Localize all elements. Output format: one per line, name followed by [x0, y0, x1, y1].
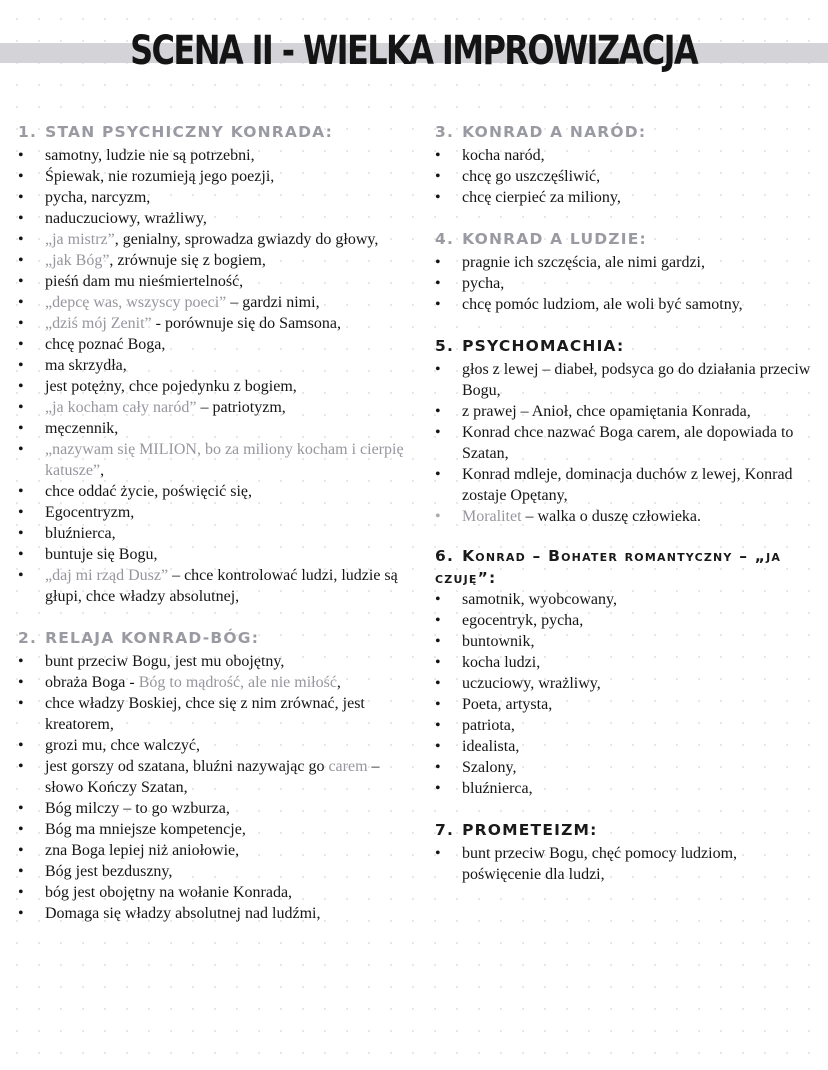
item-text: – patriotyzm, — [196, 399, 286, 416]
bullet-icon: • — [18, 504, 24, 521]
list-item-text — [45, 737, 200, 754]
section-title: KONRAD A LUDZIE: — [462, 230, 647, 248]
list-item-text — [45, 231, 378, 248]
item-text: - porównuje się do Samsona, — [151, 315, 341, 332]
section-heading — [435, 333, 820, 359]
item-list — [435, 589, 820, 799]
item-text: samotny, ludzie nie są potrzebni, — [45, 147, 255, 164]
list-item-text — [462, 654, 540, 671]
item-text: naduczuciowy, wrażliwy, — [45, 210, 207, 227]
list-item-text — [45, 653, 284, 670]
item-text: bunt przeciw Bogu, jest mu obojętny, — [45, 653, 285, 670]
list-item — [18, 756, 418, 798]
bullet-icon: • — [18, 420, 24, 437]
bullet-icon: • — [435, 361, 441, 378]
item-text: idealista, — [462, 738, 520, 755]
list-item-text — [462, 845, 737, 883]
list-item-text — [45, 189, 150, 206]
list-item — [435, 294, 820, 315]
list-item-text — [45, 546, 157, 563]
list-item — [435, 610, 820, 631]
item-text: chcę pomóc ludziom, ale woli być samotny, — [462, 296, 743, 313]
item-text: Poeta, artysta, — [462, 696, 553, 713]
list-item — [18, 313, 418, 334]
list-item — [435, 401, 820, 422]
item-list — [18, 145, 418, 607]
bullet-icon: • — [18, 252, 24, 269]
bullet-icon: • — [18, 441, 24, 458]
list-item — [18, 439, 418, 481]
list-item — [18, 355, 418, 376]
list-item-text — [462, 189, 621, 206]
list-item — [18, 544, 418, 565]
list-item-text — [45, 168, 274, 185]
section-heading — [435, 226, 820, 252]
bullet-icon: • — [435, 612, 441, 629]
bullet-icon: • — [435, 780, 441, 797]
list-item-text — [45, 273, 243, 290]
section-title: STAN PSYCHICZNY KONRADA: — [45, 123, 334, 141]
section-konrad-a-narod — [435, 119, 820, 208]
section-title: RELAJA KONRAD-BÓG: — [45, 629, 260, 647]
item-text: męczennik, — [45, 420, 119, 437]
bullet-icon: • — [18, 315, 24, 332]
item-text: bluźnierca, — [45, 525, 116, 542]
item-list — [18, 651, 418, 924]
bullet-icon: • — [435, 147, 441, 164]
item-text: kocha naród, — [462, 147, 545, 164]
list-item — [18, 229, 418, 250]
list-item-text — [462, 466, 793, 504]
list-item-text — [462, 361, 810, 399]
page-title: SCENA II - WIELKA IMPROWIZACJA — [130, 28, 698, 74]
item-text: kocha ludzi, — [462, 654, 541, 671]
section-psychomachia — [435, 333, 820, 527]
list-item — [18, 651, 418, 672]
bullet-icon: • — [18, 674, 24, 691]
list-item — [435, 359, 820, 401]
section-number: 5. — [435, 337, 455, 355]
bullet-icon: • — [435, 189, 441, 206]
item-text: patriota, — [462, 717, 515, 734]
section-number: 3. — [435, 123, 455, 141]
bullet-icon: • — [18, 357, 24, 374]
list-item-text — [462, 612, 583, 629]
section-number: 1. — [18, 123, 38, 141]
item-text: – gardzi nimi, — [226, 294, 320, 311]
list-item-text — [462, 738, 519, 755]
list-item — [435, 252, 820, 273]
list-item — [435, 187, 820, 208]
item-text: pragnie ich szczęścia, ale nimi gardzi, — [462, 254, 705, 271]
section-relacja-konrad-bog — [18, 625, 418, 924]
item-text: obraża Boga - — [45, 674, 139, 691]
list-item-text — [45, 294, 320, 311]
item-list — [435, 145, 820, 208]
list-item — [435, 631, 820, 652]
bullet-icon: • — [435, 759, 441, 776]
quote-text: „ja mistrz” — [45, 231, 115, 248]
list-item — [18, 523, 418, 544]
list-item — [18, 334, 418, 355]
item-text: zna Boga lepiej niż aniołowie, — [45, 842, 240, 859]
list-item — [18, 397, 418, 418]
bullet-icon: • — [18, 147, 24, 164]
bullet-icon: • — [435, 254, 441, 271]
list-item — [18, 145, 418, 166]
quote-text: „nazywam się MILION, bo za miliony kocham i cierpię katusze” — [45, 441, 404, 479]
list-item-text — [45, 504, 134, 521]
bullet-icon: • — [435, 168, 441, 185]
list-item-text — [45, 336, 165, 353]
bullet-icon: • — [18, 695, 24, 712]
list-item — [18, 672, 418, 693]
bullet-icon: • — [18, 800, 24, 817]
item-text: z prawej – Anioł, chce opamiętania Konrada, — [462, 403, 751, 420]
item-text: pycha, — [462, 275, 505, 292]
item-text: jest gorszy od szatana, bluźni nazywając go — [45, 758, 329, 775]
list-item-text — [45, 399, 286, 416]
bullet-icon: • — [435, 591, 441, 608]
list-item — [18, 250, 418, 271]
list-item-text — [45, 674, 341, 691]
list-item — [18, 565, 418, 607]
item-text: chcę cierpieć za miliony, — [462, 189, 621, 206]
list-item-text — [45, 210, 207, 227]
item-text: chce oddać życie, poświęcić się, — [45, 483, 253, 500]
list-item-text — [462, 508, 701, 525]
list-item — [18, 798, 418, 819]
list-item-text — [45, 525, 116, 542]
bullet-icon: • — [18, 567, 24, 584]
list-item — [18, 693, 418, 735]
item-text: bóg jest obojętny na wołanie Konrada, — [45, 884, 293, 901]
bullet-icon: • — [18, 737, 24, 754]
bullet-icon: • — [18, 821, 24, 838]
list-item — [18, 166, 418, 187]
list-item — [435, 422, 820, 464]
bullet-icon: • — [18, 863, 24, 880]
bullet-icon: • — [18, 189, 24, 206]
list-item — [18, 271, 418, 292]
list-item-text — [462, 696, 552, 713]
list-item — [18, 819, 418, 840]
list-item-text — [45, 441, 404, 479]
item-list — [435, 843, 820, 885]
item-text: głos z lewej – diabeł, podsyca go do działania przeciw Bogu, — [462, 361, 811, 399]
list-item-text — [462, 717, 515, 734]
list-item — [18, 208, 418, 229]
section-number: 6. — [435, 547, 455, 565]
list-item — [18, 502, 418, 523]
list-item — [435, 757, 820, 778]
list-item-text — [45, 357, 127, 374]
bullet-icon: • — [435, 738, 441, 755]
item-text: Konrad mdleje, dominacja duchów z lewej, Konrad zostaje Opętany, — [462, 466, 793, 504]
bullet-icon: • — [435, 633, 441, 650]
section-title: PROMETEIZM: — [462, 821, 598, 839]
list-item-text — [462, 275, 504, 292]
bullet-icon: • — [18, 483, 24, 500]
list-item — [18, 292, 418, 313]
item-text: chcę go uszczęśliwić, — [462, 168, 601, 185]
list-item-text — [462, 168, 600, 185]
item-text: – chce kontrolować ludzi, ludzie są głupi, chce władzy absolutnej, — [45, 567, 398, 605]
item-text: Egocentryzm, — [45, 504, 135, 521]
list-item — [435, 778, 820, 799]
list-item-text — [462, 675, 601, 692]
item-text: Bóg ma mniejsze kompetencje, — [45, 821, 246, 838]
list-item-text — [462, 633, 534, 650]
list-item-text — [45, 567, 398, 605]
quote-text: „depcę was, wszyscy poeci” — [45, 294, 227, 311]
bullet-icon: • — [18, 294, 24, 311]
list-item — [435, 506, 820, 527]
list-item — [435, 694, 820, 715]
section-title: KONRAD A NARÓD: — [462, 123, 647, 141]
section-konrad-a-ludzie — [435, 226, 820, 315]
section-bohater-romantyczny — [435, 545, 820, 799]
item-text: chcę poznać Boga, — [45, 336, 166, 353]
item-text: pycha, narcyzm, — [45, 189, 151, 206]
item-text: buntownik, — [462, 633, 535, 650]
item-text: uczuciowy, wrażliwy, — [462, 675, 601, 692]
item-list — [435, 359, 820, 527]
left-column — [18, 119, 418, 942]
list-item — [435, 145, 820, 166]
section-stan-psychiczny — [18, 119, 418, 607]
list-item — [18, 481, 418, 502]
item-text: Bóg jest bezduszny, — [45, 863, 173, 880]
item-text: Domaga się władzy absolutnej nad ludźmi, — [45, 905, 321, 922]
list-item-text — [45, 695, 365, 733]
bullet-icon: • — [18, 273, 24, 290]
bullet-icon: • — [18, 336, 24, 353]
list-item-text — [45, 863, 172, 880]
section-number: 2. — [18, 629, 38, 647]
item-text: bluźnierca, — [462, 780, 533, 797]
bullet-icon: • — [435, 296, 441, 313]
list-item — [18, 418, 418, 439]
item-text: , — [100, 462, 105, 479]
section-heading — [435, 119, 820, 145]
item-text: , — [336, 674, 341, 691]
list-item — [435, 715, 820, 736]
list-item — [435, 273, 820, 294]
item-text: grozi mu, chce walczyć, — [45, 737, 201, 754]
item-text: chce władzy Boskiej, chce się z nim zrównać, jest kreatorem, — [45, 695, 365, 733]
item-text: – słowo Kończy Szatan, — [45, 758, 380, 796]
bullet-icon: • — [435, 403, 441, 420]
item-text: Bóg milczy – to go wzburza, — [45, 800, 230, 817]
section-title: PSYCHOMACHIA: — [462, 337, 625, 355]
list-item — [18, 735, 418, 756]
section-title: Konrad – Bohater romantyczny – „ja czuję”: — [435, 547, 782, 587]
bullet-icon: • — [18, 210, 24, 227]
item-text: Konrad chce nazwać Boga carem, ale dopowiada to Szatan, — [462, 424, 794, 462]
item-text: samotnik, wyobcowany, — [462, 591, 617, 608]
item-text: , genialny, sprowadza gwiazdy do głowy, — [114, 231, 379, 248]
item-text: buntuje się Bogu, — [45, 546, 158, 563]
right-column — [435, 119, 820, 903]
list-item-text — [45, 905, 320, 922]
section-number: 7. — [435, 821, 455, 839]
bullet-icon: • — [18, 399, 24, 416]
list-item — [435, 843, 820, 885]
bullet-icon: • — [18, 546, 24, 563]
item-text: pieśń dam mu nieśmiertelność, — [45, 273, 244, 290]
item-text: Śpiewak, nie rozumieją jego poezji, — [45, 168, 275, 185]
list-item — [18, 187, 418, 208]
quote-text: „jak Bóg” — [45, 252, 110, 269]
section-prometeizm — [435, 817, 820, 885]
section-number: 4. — [435, 230, 455, 248]
bullet-icon: • — [18, 905, 24, 922]
list-item — [435, 736, 820, 757]
list-item-text — [45, 842, 239, 859]
list-item — [18, 861, 418, 882]
quote-text: „daj mi rząd Dusz” — [45, 567, 169, 584]
bullet-icon: • — [435, 654, 441, 671]
bullet-icon: • — [18, 378, 24, 395]
bullet-icon: • — [18, 842, 24, 859]
item-text: – walka o duszę człowieka. — [521, 508, 702, 525]
bullet-icon: • — [18, 168, 24, 185]
bullet-icon: • — [18, 525, 24, 542]
quote-text: Bóg to mądrość, ale nie miłość — [138, 674, 337, 691]
list-item-text — [45, 420, 118, 437]
item-text: , zrównuje się z bogiem, — [109, 252, 266, 269]
bullet-icon: • — [435, 717, 441, 734]
section-heading — [18, 625, 418, 651]
list-item-text — [45, 758, 380, 796]
list-item — [435, 673, 820, 694]
list-item-text — [462, 254, 705, 271]
list-item — [18, 376, 418, 397]
list-item-text — [45, 821, 246, 838]
item-text: ma skrzydła, — [45, 357, 127, 374]
list-item-text — [462, 591, 617, 608]
item-text: egocentryk, pycha, — [462, 612, 584, 629]
bullet-icon: • — [435, 424, 441, 441]
item-text: bunt przeciw Bogu, chęć pomocy ludziom, poświęcenie dla ludzi, — [462, 845, 738, 883]
quote-text: „ja kocham cały naród” — [45, 399, 197, 416]
quote-text: carem — [328, 758, 368, 775]
bullet-icon: • — [18, 231, 24, 248]
section-heading — [435, 545, 820, 589]
list-item-text — [462, 780, 533, 797]
bullet-icon: • — [18, 653, 24, 670]
item-text: jest potężny, chce pojedynku z bogiem, — [45, 378, 297, 395]
list-item — [18, 840, 418, 861]
item-text: Szalony, — [462, 759, 517, 776]
bullet-icon: • — [435, 508, 441, 525]
bullet-icon: • — [435, 275, 441, 292]
quote-text: „dziś mój Zenit” — [45, 315, 152, 332]
list-item-text — [45, 315, 341, 332]
list-item — [435, 652, 820, 673]
bullet-icon: • — [18, 758, 24, 775]
bullet-icon: • — [435, 845, 441, 862]
list-item — [435, 464, 820, 506]
quote-text: Moralitet — [462, 508, 522, 525]
list-item — [435, 589, 820, 610]
item-list — [435, 252, 820, 315]
list-item-text — [45, 252, 266, 269]
list-item — [435, 166, 820, 187]
list-item-text — [45, 800, 230, 817]
bullet-icon: • — [435, 696, 441, 713]
section-heading — [18, 119, 418, 145]
list-item-text — [462, 424, 793, 462]
bullet-icon: • — [18, 884, 24, 901]
list-item-text — [45, 147, 255, 164]
bullet-icon: • — [435, 466, 441, 483]
list-item-text — [45, 884, 292, 901]
list-item-text — [462, 296, 743, 313]
list-item-text — [462, 759, 517, 776]
list-item-text — [45, 378, 297, 395]
list-item — [18, 882, 418, 903]
list-item — [18, 903, 418, 924]
list-item-text — [462, 147, 545, 164]
bullet-icon: • — [435, 675, 441, 692]
list-item-text — [462, 403, 751, 420]
section-heading — [435, 817, 820, 843]
list-item-text — [45, 483, 252, 500]
